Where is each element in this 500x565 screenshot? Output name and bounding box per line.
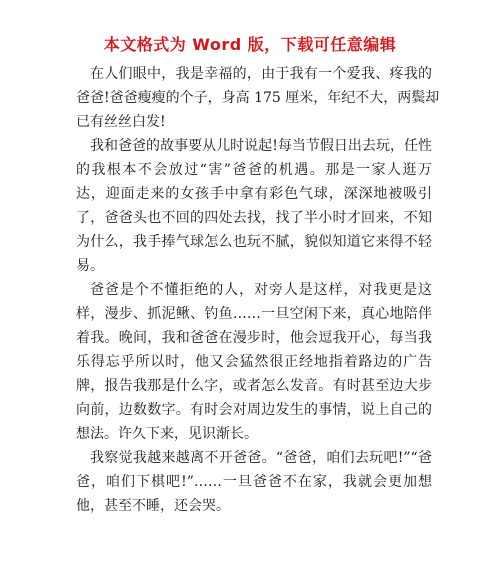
text-line: 他，甚至不睡，还会哭。: [76, 498, 230, 514]
text-line: 样，漫步、抓泥鳅、钓鱼……一旦空闲下来，真心地陪伴: [76, 306, 432, 322]
text-line: 我和爸爸的故事要从儿时说起!每当节假日出去玩，任性: [90, 138, 432, 154]
text-line: 达，迎面走来的女孩手中拿有彩色气球，深深地被吸引: [76, 186, 432, 202]
text-line: 我察觉我越来越离不开爸爸。“爸爸，咱们去玩吧!”“爸: [90, 450, 432, 466]
text-line: 在人们眼中，我是幸福的，由于我有一个爱我、疼我的: [90, 66, 432, 82]
text-line: 乐得忘乎所以时，他又会猛然很正经地指着路边的广告: [76, 354, 432, 370]
text-line: 了，爸爸头也不回的四处去找，找了半小时才回来，不知: [76, 210, 432, 226]
text-line: 已有丝丝白发!: [76, 114, 166, 130]
paragraph-1: [74, 62, 440, 134]
paragraph-2: [74, 134, 432, 278]
paragraph-4: [74, 446, 432, 518]
text-line: 着我。晚间，我和爸爸在漫步时，他会逗我开心，每当我: [76, 330, 432, 346]
text-line: 爸，咱们下棋吧!”……一旦爸爸不在家，我就会更加想: [76, 474, 432, 490]
text-line: 爸爸!爸爸瘦瘦的个子，身高 175 厘米，年纪不大，两鬓却: [76, 90, 440, 106]
text-line: 想法。许久下来，见识渐长。: [76, 426, 258, 442]
text-line: 向前，边数数字。有时会对周边发生的事情，说上自己的: [76, 402, 432, 418]
document-body: [74, 62, 440, 518]
text-line: 牌，报告我那是什么字，或者怎么发音。有时甚至边大步: [76, 378, 432, 394]
text-line: 为什么，我手捧气球怎么也玩不腻，貌似知道它来得不轻: [76, 234, 432, 250]
banner-title: 本文格式为 Word 版，下载可任意编辑: [103, 35, 397, 54]
paragraph-3: [74, 278, 432, 446]
text-line: 易。: [76, 258, 104, 274]
text-line: 的我根本不会放过“害”爸爸的机遇。那是一家人逛万: [76, 162, 432, 178]
text-line: 爸爸是个不懂拒绝的人，对旁人是这样，对我更是这: [90, 282, 432, 298]
